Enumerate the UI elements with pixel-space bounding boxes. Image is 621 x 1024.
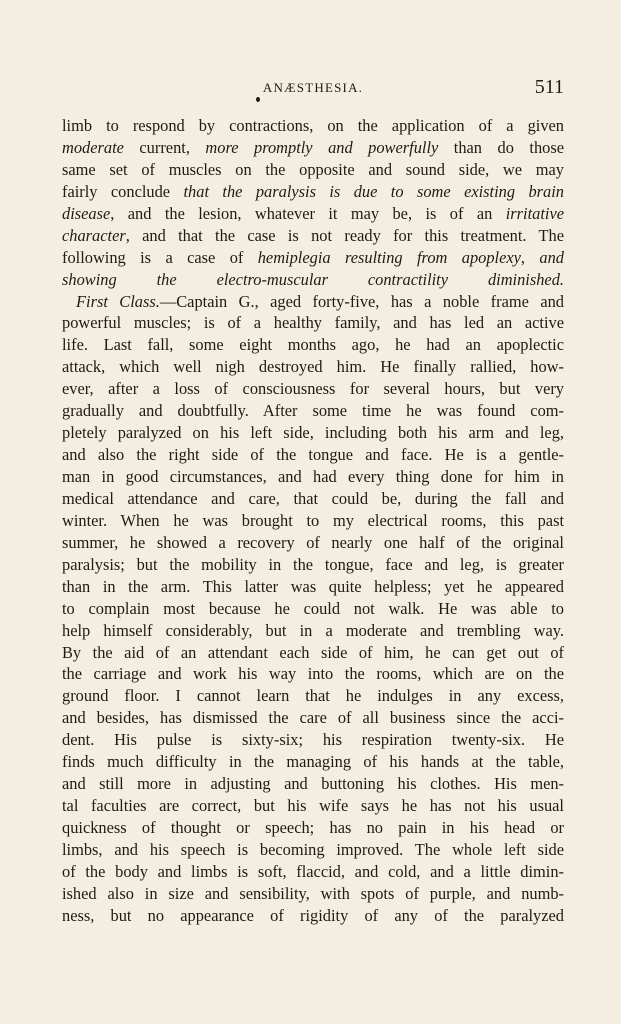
- text-run: man in good circumstances, and had every thing done for him in: [62, 467, 564, 486]
- text-line: [62, 334, 564, 356]
- italic-text: disease: [62, 203, 111, 223]
- text-run: winter. When he was brought to my electrical rooms, this past: [62, 510, 564, 530]
- text-line: [62, 488, 564, 510]
- text-run: ished also in size and sensibility, with spots of purple, and numb-: [62, 883, 564, 903]
- text-line: [62, 159, 564, 181]
- text-run: ground floor. I cannot learn that he indulges in any excess,: [62, 686, 564, 706]
- italic-text: moderate: [62, 137, 124, 157]
- text-line: [62, 620, 564, 642]
- text-line: [62, 269, 564, 291]
- text-line: [62, 751, 564, 773]
- text-line: [62, 554, 564, 576]
- text-run: dent. His pulse is sixty-six; his respiration twenty-six. He: [62, 730, 564, 750]
- text-run: than do those: [438, 137, 564, 157]
- text-run: same set of muscles on the opposite and sound side, we may: [62, 159, 564, 179]
- text-line: [62, 532, 564, 554]
- text-line: [62, 642, 564, 664]
- text-line: [62, 861, 564, 883]
- text-run: help himself considerably, but in a moderate and trembling way.: [62, 620, 564, 640]
- text-run: paralysis; but the mobility in the tongue, face and leg, is greater: [62, 554, 564, 574]
- print-mark: [256, 97, 260, 102]
- text-run: and besides, has dismissed the care of all business since the acci-: [62, 708, 564, 728]
- text-line: [62, 378, 564, 400]
- text-run: and still more in adjusting and buttoning his clothes. His men-: [62, 774, 564, 794]
- text-run: By the aid of an attendant each side of him, he can get out of: [62, 642, 564, 662]
- text-line: [62, 203, 564, 225]
- text-run: to complain most because he could not walk. He was able to: [62, 598, 564, 618]
- text-line: [62, 225, 564, 247]
- text-run: life. Last fall, some eight months ago, he had an apoplectic: [62, 335, 564, 355]
- text-line: [62, 400, 564, 422]
- text-run: pletely paralyzed on his left side, including both his arm and leg,: [62, 423, 564, 443]
- text-line: [62, 707, 564, 729]
- book-page: [62, 76, 564, 927]
- italic-text: First Class.: [76, 291, 160, 311]
- text-run: gradually and doubtfully. After some time he was found com-: [62, 401, 564, 421]
- text-line: [62, 181, 564, 203]
- text-run: medical attendance and care, that could be, during the fall and: [62, 488, 564, 508]
- text-run: tal faculties are correct, but his wife says he has not his usual: [62, 796, 564, 816]
- text-run: than in the arm. This latter was quite helpless; yet he appeared: [62, 576, 564, 596]
- text-line: [62, 466, 564, 488]
- italic-text: character: [62, 225, 126, 245]
- text-line: [62, 312, 564, 334]
- text-line: [62, 247, 564, 269]
- italic-text: irritative: [505, 203, 564, 223]
- text-line: [62, 817, 564, 839]
- text-line: [62, 356, 564, 378]
- text-run: current,: [123, 137, 206, 157]
- text-line: [62, 839, 564, 861]
- text-line: [62, 115, 564, 137]
- text-line: [62, 685, 564, 707]
- text-line: [62, 444, 564, 466]
- text-line: [62, 663, 564, 685]
- text-line: [62, 576, 564, 598]
- text-run: summer, he showed a recovery of nearly one half of the original: [62, 532, 564, 552]
- text-run: —Captain G., aged forty-five, has a noble frame and: [159, 291, 564, 311]
- text-run: ness, but no appearance of rigidity of any of the paralyzed: [62, 905, 564, 925]
- page-number: 511: [534, 76, 564, 98]
- italic-text: more promptly and powerfully: [205, 137, 439, 157]
- italic-text: hemiplegia resulting from apoplexy: [257, 247, 521, 267]
- text-line: [62, 795, 564, 817]
- italic-text: showing the electro-muscular contractility diminished.: [62, 269, 564, 289]
- text-run: attack, which well nigh destroyed him. He finally rallied, how-: [62, 357, 564, 377]
- text-run: limb to respond by contractions, on the application of a given: [62, 116, 564, 135]
- text-line: [62, 773, 564, 795]
- running-head-title: ANÆSTHESIA.: [262, 80, 364, 95]
- text-line: [62, 598, 564, 620]
- text-run: ,: [520, 247, 540, 267]
- body-text: [62, 115, 564, 927]
- italic-text: that the paralysis is due to some existing brain: [183, 181, 564, 201]
- text-run: limbs, and his speech is becoming improved. The whole left side: [62, 839, 564, 859]
- text-line: [62, 422, 564, 444]
- text-line: [62, 883, 564, 905]
- text-run: , and that the case is not ready for this treatment. The: [125, 225, 564, 245]
- text-run: quickness of thought or speech; has no pain in his head or: [62, 818, 564, 837]
- text-line: [62, 905, 564, 927]
- text-line: [62, 291, 564, 313]
- text-run: and also the right side of the tongue and face. He is a gentle-: [62, 445, 564, 465]
- text-line: [62, 137, 564, 159]
- text-line: [62, 729, 564, 751]
- text-run: the carriage and work his way into the rooms, which are on the: [62, 664, 564, 684]
- text-run: following is a case of: [62, 247, 258, 267]
- text-run: finds much difficulty in the managing of his hands at the table,: [62, 752, 564, 772]
- text-run: powerful muscles; is of a healthy family, and has led an active: [62, 313, 564, 333]
- text-run: fairly conclude: [62, 181, 184, 201]
- text-line: [62, 510, 564, 532]
- text-run: ever, after a loss of consciousness for several hours, but very: [62, 379, 564, 399]
- text-run: of the body and limbs is soft, flaccid, and cold, and a little dimin-: [62, 861, 564, 881]
- italic-text: and: [539, 247, 564, 267]
- text-run: , and the lesion, whatever it may be, is of an: [110, 203, 506, 223]
- running-head: [62, 76, 564, 106]
